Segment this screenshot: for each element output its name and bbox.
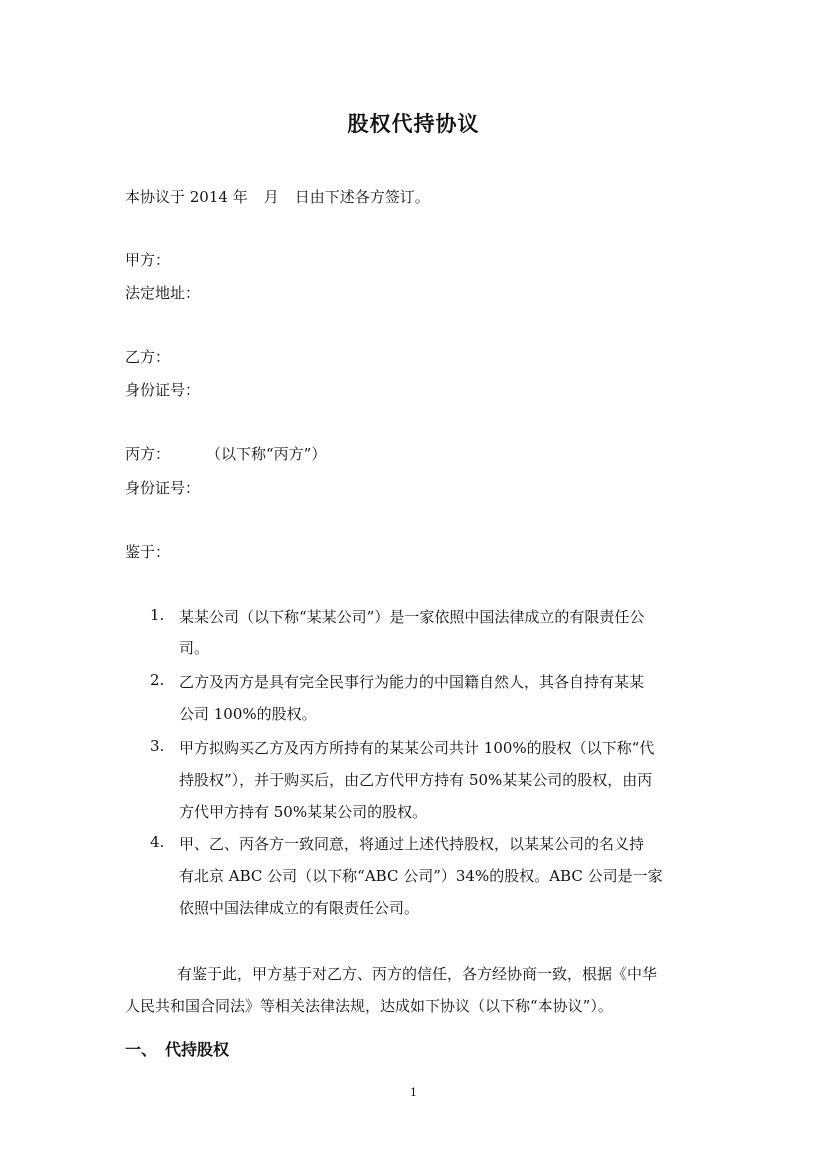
list-item-number: 3. <box>150 737 165 755</box>
date-suffix: 日由下述各方签订。 <box>294 188 430 206</box>
list-item-line: 依照中国法律成立的有限责任公司。 <box>179 899 420 917</box>
list-item-line: 甲、乙、丙各方一致同意，将通过上述代持股权，以某某公司的名义持 <box>179 835 645 853</box>
list-item-line: 乙方及丙方是具有完全民事行为能力的中国籍自然人，其各自持有某某 <box>179 673 645 691</box>
list-item-line: 有北京 ABC 公司（以下称“ABC 公司”）34%的股权。ABC 公司是一家 <box>179 867 663 885</box>
section-title: 代持股权 <box>165 1040 230 1059</box>
section-heading <box>125 1037 229 1060</box>
party-c-id-label: 身份证号： <box>125 479 201 497</box>
document-title: 股权代持协议 <box>347 111 480 136</box>
list-item-line: 司。 <box>179 639 210 657</box>
list-item-line: 方代甲方持有 50%某某公司的股权。 <box>179 803 428 821</box>
preamble-line: 有鉴于此，甲方基于对乙方、丙方的信任，各方经协商一致，根据《中华 <box>177 965 658 983</box>
date-month: 月 <box>263 188 279 206</box>
party-c-line <box>125 443 326 464</box>
section-number: 一、 <box>125 1040 158 1059</box>
list-item-line: 甲方拟购买乙方及丙方所持有的某某公司共计 100%的股权（以下称“代 <box>179 739 655 757</box>
date-line <box>125 186 430 207</box>
date-prefix: 本协议于 2014 年 <box>125 188 248 206</box>
list-item-line: 持股权”），并于购买后，由乙方代甲方持有 50%某某公司的股权，由丙 <box>179 771 653 789</box>
list-item-line: 某某公司（以下称“某某公司”）是一家依照中国法律成立的有限责任公 <box>179 608 645 626</box>
list-item-number: 2. <box>150 671 165 689</box>
party-b-label: 乙方： <box>125 348 171 366</box>
list-item-line: 公司 100%的股权。 <box>179 705 317 723</box>
party-a-label: 甲方： <box>125 251 171 269</box>
whereas-label: 鉴于： <box>125 543 171 561</box>
page-number: 1 <box>410 1086 417 1099</box>
party-c-alias: （以下称“丙方”） <box>206 445 327 463</box>
list-item-number: 4. <box>150 833 165 851</box>
party-c-label: 丙方： <box>125 445 171 463</box>
party-b-id-label: 身份证号： <box>125 381 201 399</box>
preamble-line: 人民共和国合同法》等相关法律法规，达成如下协议（以下称“本协议”）。 <box>125 997 613 1015</box>
party-a-address-label: 法定地址： <box>125 284 201 302</box>
list-item-number: 1. <box>150 606 165 624</box>
